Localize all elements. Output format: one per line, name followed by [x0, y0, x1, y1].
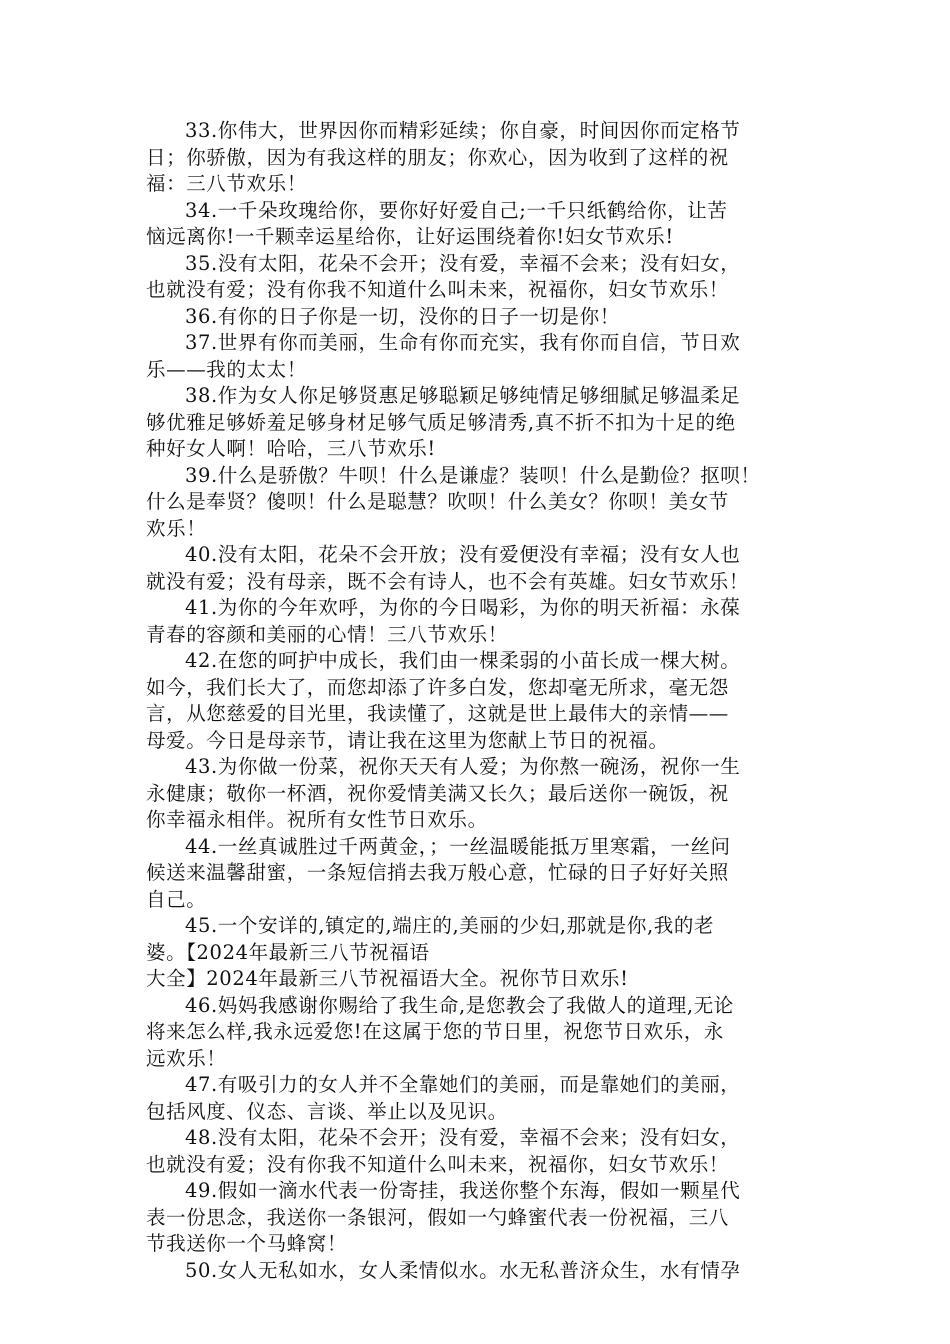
paragraph-39: 39.什么是骄傲？牛呗！什么是谦虚？装呗！什么是勤俭？抠呗！ 什么是奉贤？傻呗！什么是聪慧？吹呗！什么美女？你呗！美女节 欢乐！ [146, 463, 761, 540]
paragraph-33: 33.你伟大，世界因你而精彩延续；你自豪，时间因你而定格节 日；你骄傲，因为有我这样的朋友；你欢心，因为收到了这样的祝 福：三八节欢乐！ [146, 119, 741, 195]
paragraph-41: 41.为你的今年欢呼，为你的今日喝彩，为你的明天祈福：永葆 青春的容颜和美丽的心情！三八节欢乐！ [146, 596, 741, 646]
paragraph-40: 40.没有太阳，花朵不会开放；没有爱便没有幸福；没有女人也 就没有爱；没有母亲，既不会有诗人，也不会有英雄。妇女节欢乐！ [146, 543, 750, 593]
paragraph-50: 50.女人无私如水，女人柔情似水。水无私普济众生，水有情孕 [185, 1258, 741, 1282]
paragraph-34: 34.一千朵玫瑰给你，要你好好爱自己;一千只纸鹤给你，让苦 恼远离你!一千颗幸运星给你，让好运围绕着你!妇女节欢乐! [146, 198, 728, 248]
paragraph-38: 38.作为女人你足够贤惠足够聪颖足够纯情足够细腻足够温柔足 够优雅足够娇羞足够身材足够气质足够清秀,真不折不扣为十足的绝 种好女人啊！哈哈，三八节欢乐! [146, 384, 741, 460]
paragraph-42: 42.在您的呵护中成长，我们由一棵柔弱的小苗长成一棵大树。 如今，我们长大了，而您却添了许多白发，您却毫无所求，毫无怨 言，从您慈爱的目光里，我读懂了，这就是世上最伟大的亲情—— 母爱。今日是母亲节，请让我在这里为您献上节日的祝福。 [146, 649, 741, 752]
paragraph-36: 36.有你的日子你是一切，没你的日子一切是你！ [185, 304, 620, 328]
paragraph-49: 49.假如一滴水代表一份寄挂，我送你整个东海，假如一颗星代 表一份思念，我送你一条银河，假如一勺蜂蜜代表一份祝福，三八 节我送你一个马蜂窝！ [146, 1179, 741, 1255]
paragraph-47: 47.有吸引力的女人并不全靠她们的美丽，而是靠她们的美丽， 包括风度、仪态、言谈、举止以及见识。 [146, 1073, 741, 1123]
paragraph-37: 37.世界有你而美丽，生命有你而充实，我有你而自信，节日欢 乐——我的太太！ [146, 331, 741, 381]
document-body [146, 118, 818, 1284]
paragraph-35: 35.没有太阳，花朵不会开；没有爱，幸福不会来；没有妇女， 也就没有爱；没有你我不知道什么叫未来，祝福你，妇女节欢乐！ [146, 251, 741, 301]
paragraph-45: 45.一个安详的,镇定的,端庄的,美丽的少妇,那就是你,我的老 婆。【2024年最新三八节祝福语 大全】2024年最新三八节祝福语大全。祝你节日欢乐! [146, 914, 715, 990]
paragraph-43: 43.为你做一份菜，祝你天天有人爱；为你熬一碗汤，祝你一生 永健康；敬你一杯酒，祝你爱情美满又长久；最后送你一碗饭，祝 你幸福永相伴。祝所有女性节日欢乐。 [146, 755, 741, 831]
paragraph-46: 46.妈妈我感谢你赐给了我生命,是您教会了我做人的道理,无论 将来怎么样,我永远爱您!在这属于您的节日里，祝您节日欢乐，永 远欢乐！ [146, 993, 734, 1070]
paragraph-44: 44.一丝真诚胜过千两黄金，；一丝温暖能抵万里寒霜，一丝问 候送来温馨甜蜜，一条短信捎去我万般心意，忙碌的日子好好关照 自己。 [146, 834, 731, 911]
paragraph-48: 48.没有太阳，花朵不会开；没有爱，幸福不会来；没有妇女， 也就没有爱；没有你我不知道什么叫未来，祝福你，妇女节欢乐！ [146, 1126, 741, 1176]
